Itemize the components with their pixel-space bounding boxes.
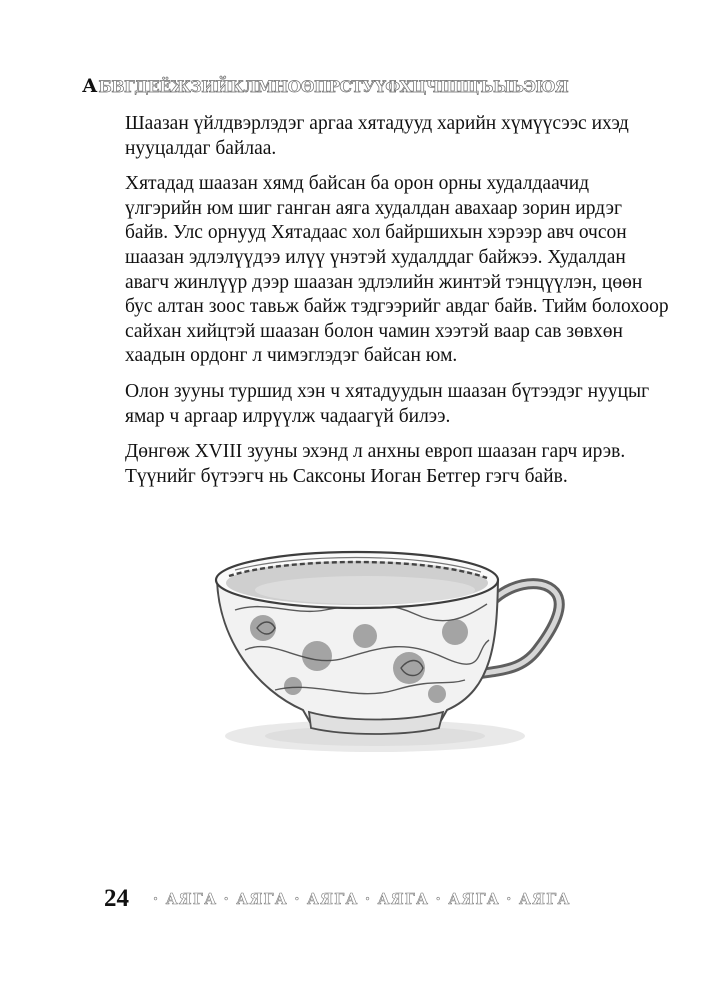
paragraph-3	[104, 380, 650, 429]
text-line: үлгэрийн юм шиг ганган аяга худалдан авахаар зорин ирдэг	[125, 197, 622, 219]
text-line: нууцалдаг байлаа.	[125, 137, 277, 159]
text-line: Дөнгөж XVIII зууны эхэнд л анхны европ шаазан гарч ирэв.	[125, 441, 626, 463]
body-text	[104, 112, 669, 500]
text-line: байв. Улс орнууд Хятадаас хол байршихын хэрээр авч очсон	[125, 222, 627, 244]
text-line: хаадын ордонг л чимэглэдэг байсан юм.	[125, 345, 458, 367]
paragraph-2	[104, 172, 669, 369]
text-line: Олон зууны туршид хэн ч хятадуудын шаазан бүтээдэг нууцыг	[125, 380, 650, 402]
porcelain-teacup-icon	[205, 540, 590, 765]
text-line: Түүнийг бүтээгч нь Саксоны Иоган Бетгер гэгч байв.	[125, 465, 568, 487]
running-title: · АЯГА · АЯГА · АЯГА · АЯГА · АЯГА · АЯГА	[153, 890, 571, 908]
paragraph-1	[104, 112, 629, 161]
text-line: Шаазан үйлдвэрлэдэг аргаа хятадууд харийн хүмүүсээс ихэд	[125, 113, 629, 134]
teacup-illustration	[205, 540, 590, 765]
text-line: ямар ч аргаар илрүүлж чадаагүй билээ.	[125, 405, 451, 427]
page-number: 24	[104, 885, 129, 912]
alphabet-highlighted-letter: А	[82, 75, 98, 97]
alphabet-remaining-letters: БВГДЕЁЖЗИЙКЛМНОӨПРСТУҮФХЦЧШЩЪЫЬЭЮЯ	[98, 76, 569, 96]
text-line: авагч жинлүүр дээр шаазан эдлэлийн жинтэй тэнцүүлэн, цөөн	[125, 271, 643, 293]
text-line: Хятадад шаазан хямд байсан ба орон орны худалдаачид	[125, 173, 590, 195]
alphabet-header	[82, 74, 630, 98]
paragraph-4	[104, 440, 624, 489]
text-line: шаазан эдлэлүүдээ илүү үнэтэй худалддаг байжээ. Худалдан	[125, 246, 626, 268]
text-line: сайхан хийцтэй шаазан болон чамин хээтэй ваар сав зөвхөн	[125, 320, 623, 342]
page-footer	[104, 884, 630, 914]
text-line: бус алтан зоос тавьж байж тэдгээрийг авдаг байв. Тийм болохоор	[125, 296, 669, 318]
